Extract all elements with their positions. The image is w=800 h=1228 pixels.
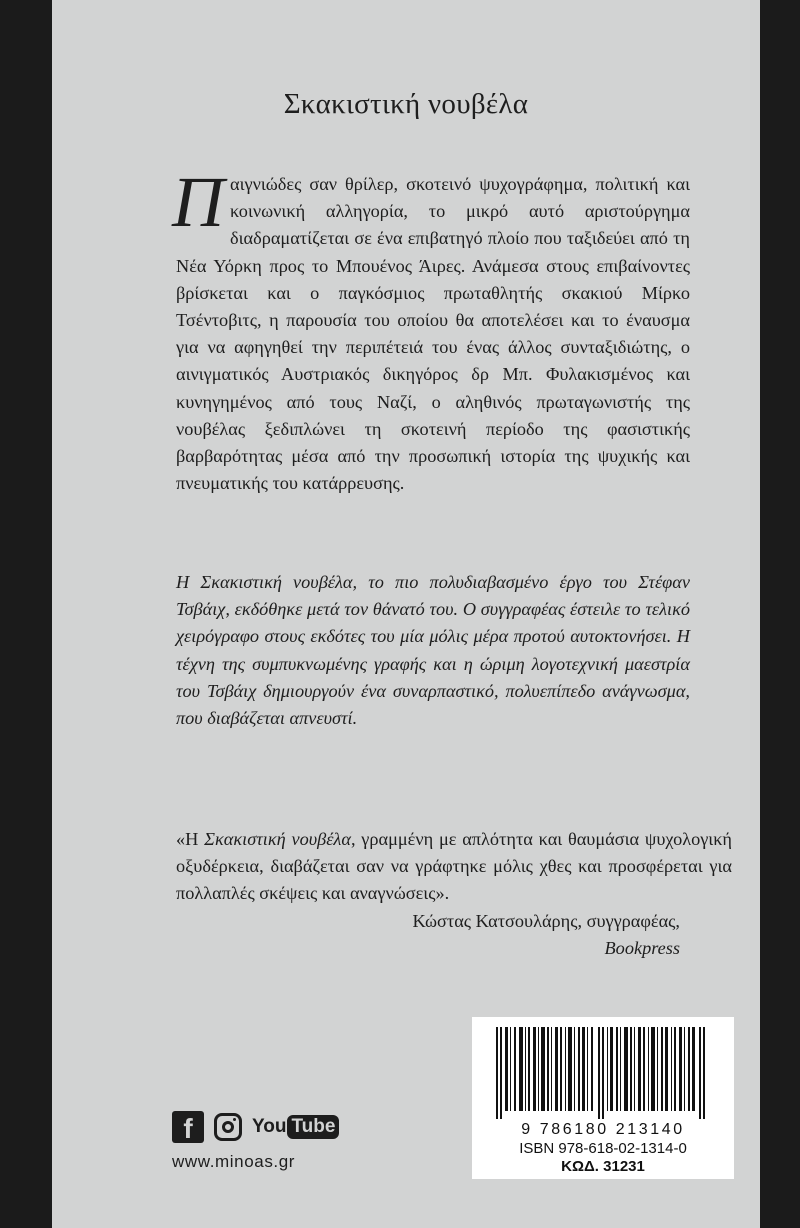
description-text-1: αιγνιώδες σαν θρίλερ, σκοτεινό ψυχογράφημα, πολιτική και κοινωνική αλληγορία, το μικρό αυτό αριστούργημα διαδραματίζεται σε ένα επιβατηγό πλοίο που ταξιδεύει από τη Νέα Υόρκη προς το Μπουένος Άιρες. Ανάμεσα στους επιβαίνοντες βρίσκεται και ο παγκόσμιος πρωταθλητής σκακιού Μίρκο Τσέντοβιτς, η παρουσία του οποίου θα αποτελέσει και το έναυσμα για να αφηγηθεί την περιπέτειά του ένας άλλος συνταξιδιώτης, ο αινιγματικός Αυστριακός δικηγόρος δρ Μπ. Φυλακισμένος και κυνηγημένος από τους Ναζί, ο αληθινός πρωταγωνιστής της νουβέλας ξεδιπλώνει τη σκοτεινή περίοδο της φασιστικής βαρβαρότητας μέσα από την προσωπική ιστορία της ψυχικής και πνευματικής του κατάρρευσης. — [176, 174, 690, 494]
quote-attribution — [412, 908, 680, 962]
back-cover — [52, 0, 760, 1228]
quote-open: «Η — [176, 829, 205, 849]
description-paragraph-2: Η Σκακιστική νουβέλα, το πιο πολυδιαβασμένο έργο του Στέφαν Τσβάιχ, εκδόθηκε μετά τον θάνατό του. Ο συγγραφέας έστειλε το τελικό χειρόγραφο στους εκδότες του μία μόλις μέρα προτού αυτοκτονήσει. Η τέχνη της συμπυκνωμένης γραφής και η ώριμη λογοτεχνική μαεστρία του Τσβάιχ δημιουργούν ένα συναρπαστικό, πολυεπίπεδο ανάγνωσμα, που διαβάζεται απνευστί. — [176, 572, 690, 729]
social-links — [172, 1110, 339, 1144]
isbn-number: ISBN 978-618-02-1314-0 — [519, 1140, 687, 1157]
description-paragraph-1 — [172, 162, 690, 497]
barcode-icon — [490, 1027, 716, 1119]
drop-cap: Π — [172, 162, 224, 242]
product-code: ΚΩΔ. 31231 — [561, 1158, 645, 1175]
quote-author: Κώστας Κατσουλάρης, συγγραφέας, — [412, 911, 680, 931]
instagram-icon[interactable] — [214, 1113, 242, 1141]
review-quote — [176, 826, 732, 908]
facebook-icon[interactable]: f — [172, 1111, 204, 1143]
book-title: Σκακιστική νουβέλα — [283, 88, 529, 120]
quote-source: Bookpress — [604, 938, 680, 959]
quote-text: , γραμμένη με απλότητα και θαυμάσια ψυχολογική οξυδέρκεια, διαβάζεται σαν να γράφτηκε μόλις χθες και προσφέρεται για πολλαπλές σκέψεις και αναγνώσεις». — [176, 829, 732, 904]
quote-book-title: Σκακιστική νουβέλα — [204, 829, 351, 849]
barcode-digits: 9 786180 213140 — [521, 1121, 685, 1138]
youtube-icon[interactable]: You Tube — [252, 1115, 339, 1139]
barcode-label — [472, 1017, 734, 1179]
website-link[interactable]: www.minoas.gr — [172, 1152, 296, 1171]
